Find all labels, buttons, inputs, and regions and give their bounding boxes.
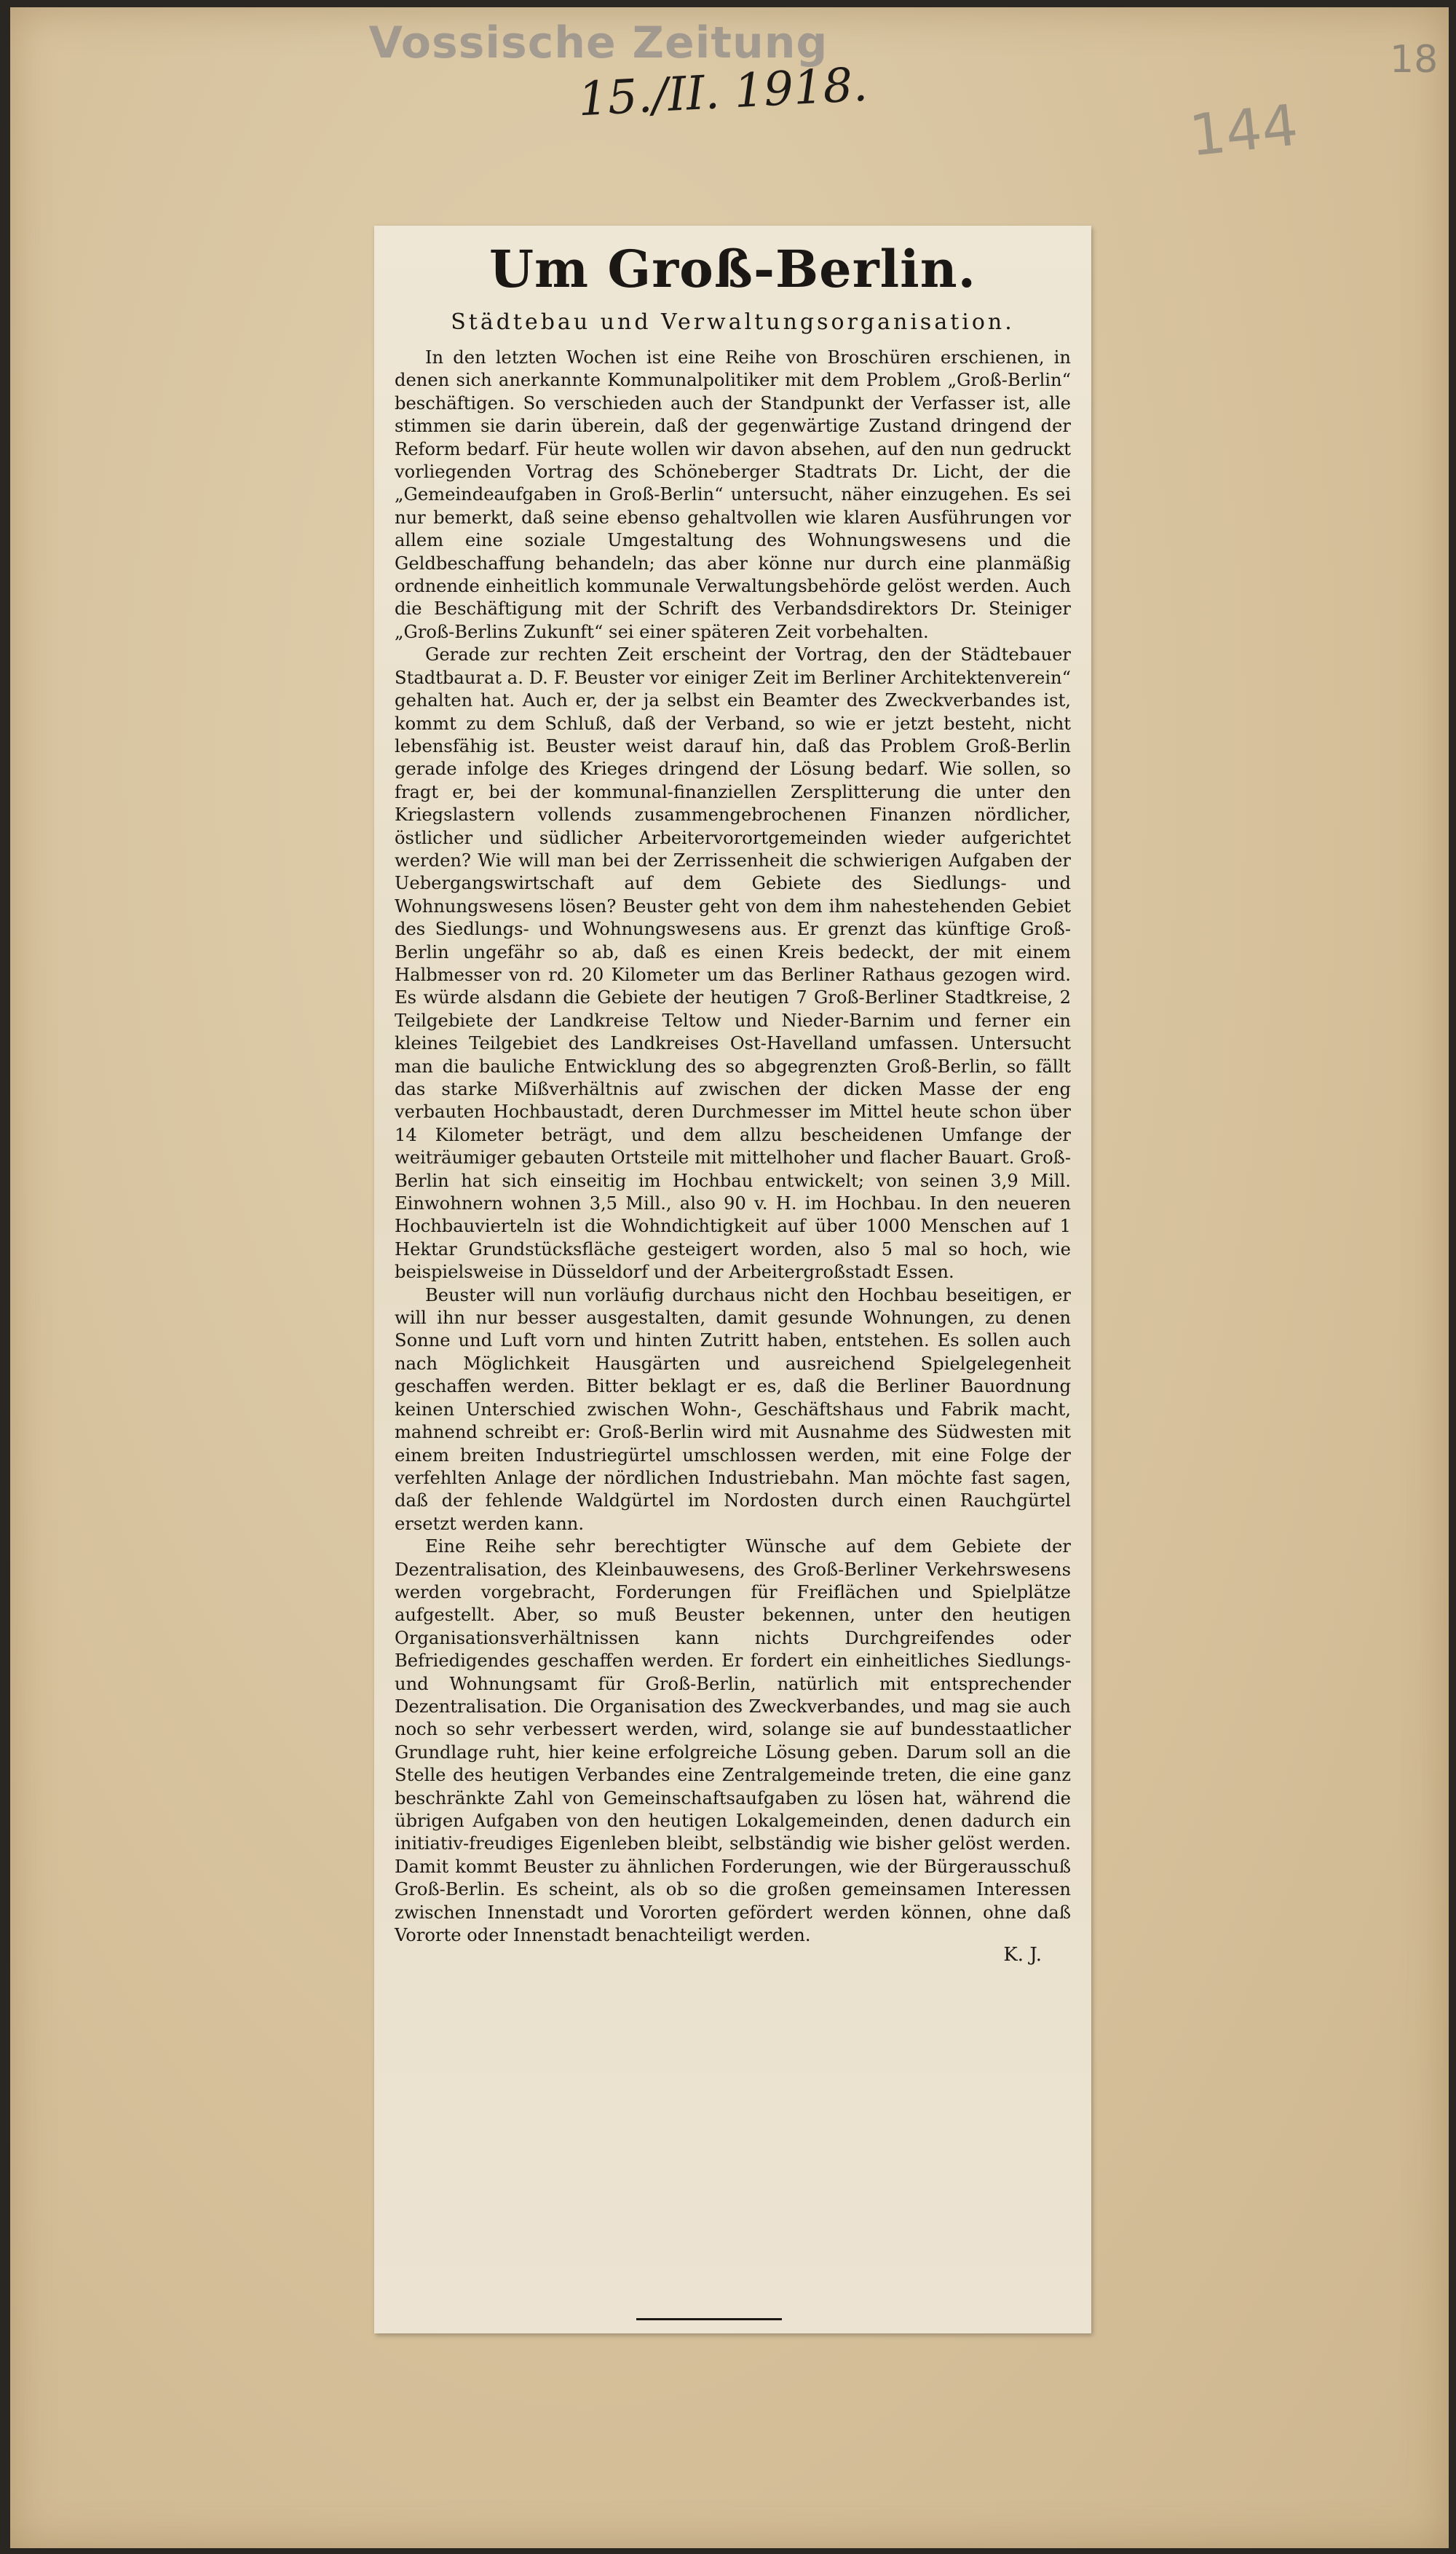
article-paragraph-2: Gerade zur rechten Zeit erscheint der Vortrag, den der Städtebauer Stadtbaurat a. D. F. Beuster vor einiger Zeit im Berliner Architektenverein“ gehalten hat. Auch er, der ja selbst ein Beamter des Zweckverbandes ist, kommt zu dem Schluß, daß der Verband, so wie er jetzt besteht, nicht lebensfähig ist. Beuster weist darauf hin, daß das Problem Groß-Berlin gerade infolge des Krieges dringend der Lösung bedarf. Wie sollen, so fragt er, bei der kommunal-finanziellen Zersplitterung die unter den Kriegslastern vollends zusammengebrochenen Finanzen nördlicher, östlicher und südlicher Arbeitervorortgemeinden wieder aufgerichtet werden? Wie will man bei der Zerrissenheit die schwierigen Aufgaben der Uebergangswirtschaft auf dem Gebiete des Siedlungs- und Wohnungswesens lösen? Beuster geht von dem ihm nahestehenden Gebiet des Siedlungs- und Wohnungswesens aus. Er grenzt das künftige Groß-Berlin ungefähr so ab, daß es einen Kreis bedeckt, der mit einem Halbmesser von rd. 20 Kilometer um das Berliner Rathaus gezogen wird. Es würde alsdann die Gebiete der heutigen 7 Groß-Berliner Stadtkreise, 2 Teilgebiete der Landkreise Teltow und Nieder-Barnim und ferner ein kleines Teilgebiet des Landkreises Ost-Havelland umfassen. Untersucht man die bauliche Entwicklung des so abgegrenzten Groß-Berlin, so fällt das starke Mißverhältnis auf zwischen der dicken Masse der eng verbauten Hochbaustadt, deren Durchmesser im Mittel heute schon über 14 Kilometer beträgt, und dem allzu bescheidenen Umfange der weiträumiger gebauten Ortsteile mit mittelhoher und flacher Bauart. Groß-Berlin hat sich einseitig im Hochbau entwickelt; von seinen 3,9 Mill. Einwohnern wohnen 3,5 Mill., also 90 v. H. im Hochbau. In den neueren Hochbauvierteln ist die Wohndichtigkeit auf über 1000 Menschen auf 1 Hektar Grundstücksfläche gesteigert worden, also 5 mal so hoch, wie beispielsweise in Düsseldorf und der Arbeitergroßstadt Essen.: [395, 644, 1071, 1283]
newspaper-stamp: Vossische Zeitung: [368, 17, 828, 68]
archive-number: 144: [1186, 92, 1302, 170]
article-headline: Um Groß-Berlin.: [488, 239, 977, 299]
article-paragraph-4: Eine Reihe sehr berechtigter Wünsche auf dem Gebiete der Dezentralisation, des Kleinbauwesens, des Groß-Berliner Verkehrswesens werden vorgebracht, Forderungen für Freiflächen und Spielplätze aufgestellt. Aber, so muß Beuster bekennen, unter den heutigen Organisationsverhältnissen kann nichts Durchgreifendes oder Befriedigendes geschaffen werden. Er fordert ein einheitliches Siedlungs- und Wohnungsamt für Groß-Berlin, natürlich mit entsprechender Dezentralisation. Die Organisation des Zweckverbandes, und mag sie auch noch so sehr verbessert werden, wird, solange sie auf bundesstaatlicher Grundlage ruht, hier keine erfolgreiche Lösung geben. Darum soll an die Stelle des heutigen Verbandes eine Zentralgemeinde treten, die eine ganz beschränkte Zahl von Gemeinschaftsaufgaben zu lösen hat, während die übrigen Aufgaben von den heutigen Lokalgemeinden, denen dadurch ein initiativ-freudiges Eigenleben bleibt, selbständig wie bisher gelöst werden. Damit kommt Beuster zu ähnlichen Forderungen, wie der Bürgerausschuß Groß-Berlin. Es scheint, als ob so die großen gemeinsamen Interessen zwischen Innenstadt und Vororten gefördert werden können, ohne daß Vororte oder Innenstadt benachteiligt werden.: [395, 1536, 1071, 1946]
article-paragraph-1: In den letzten Wochen ist eine Reihe von Broschüren erschienen, in denen sich anerkannte Kommunalpolitiker mit dem Problem „Groß-Berlin“ beschäftigen. So verschieden auch der Standpunkt der Verfasser ist, alle stimmen sie darin überein, daß der gegenwärtige Zustand dringend der Reform bedarf. Für heute wollen wir davon absehen, auf den nun gedruckt vorliegenden Vortrag des Schöneberger Stadtrats Dr. Licht, der die „Gemeindeaufgaben in Groß-Berlin“ untersucht, näher einzugehen. Es sei nur bemerkt, daß seine ebenso gehaltvollen wie klaren Ausführungen vor allem eine soziale Umgestaltung des Wohnungswesens und die Geldbeschaffung behandeln; das aber könne nur durch eine planmäßig ordnende einheitlich kommunale Verwaltungsbehörde gelöst werden. Auch die Beschäftigung mit der Schrift des Verbandsdirektors Dr. Steiniger „Groß-Berlins Zukunft“ sei einer späteren Zeit vorbehalten.: [395, 347, 1071, 642]
newspaper-clipping: [374, 226, 1091, 2333]
article-paragraph-3: Beuster will nun vorläufig durchaus nicht den Hochbau beseitigen, er will ihn nur besser ausgestalten, damit gesunde Wohnungen, zu denen Sonne und Luft vorn und hinten Zutritt haben, entstehen. Es sollen auch nach Möglichkeit Hausgärten und ausreichend Spielgelegenheit geschaffen werden. Bitter beklagt er es, daß die Berliner Bauordnung keinen Unterschied zwischen Wohn-, Geschäftshaus und Fabrik macht, mahnend schreibt er: Groß-Berlin wird mit Ausnahme des Südwesten mit einem breiten Industriegürtel umschlossen werden, mit eine Folge der verfehlten Anlage der nördlichen Industriebahn. Man möchte fast sagen, daß der fehlende Waldgürtel im Nordosten durch einen Rauchgürtel ersetzt werden kann.: [395, 1284, 1071, 1534]
closing-rule: [636, 2318, 782, 2320]
article-signature: K. J.: [1003, 1944, 1042, 1966]
article-subheadline: Städtebau und Verwaltungsorganisation.: [451, 309, 1015, 335]
archive-sheet: [10, 7, 1449, 2548]
handwritten-date: 15./II. 1918.: [577, 58, 869, 127]
page-number: 18: [1390, 38, 1439, 82]
